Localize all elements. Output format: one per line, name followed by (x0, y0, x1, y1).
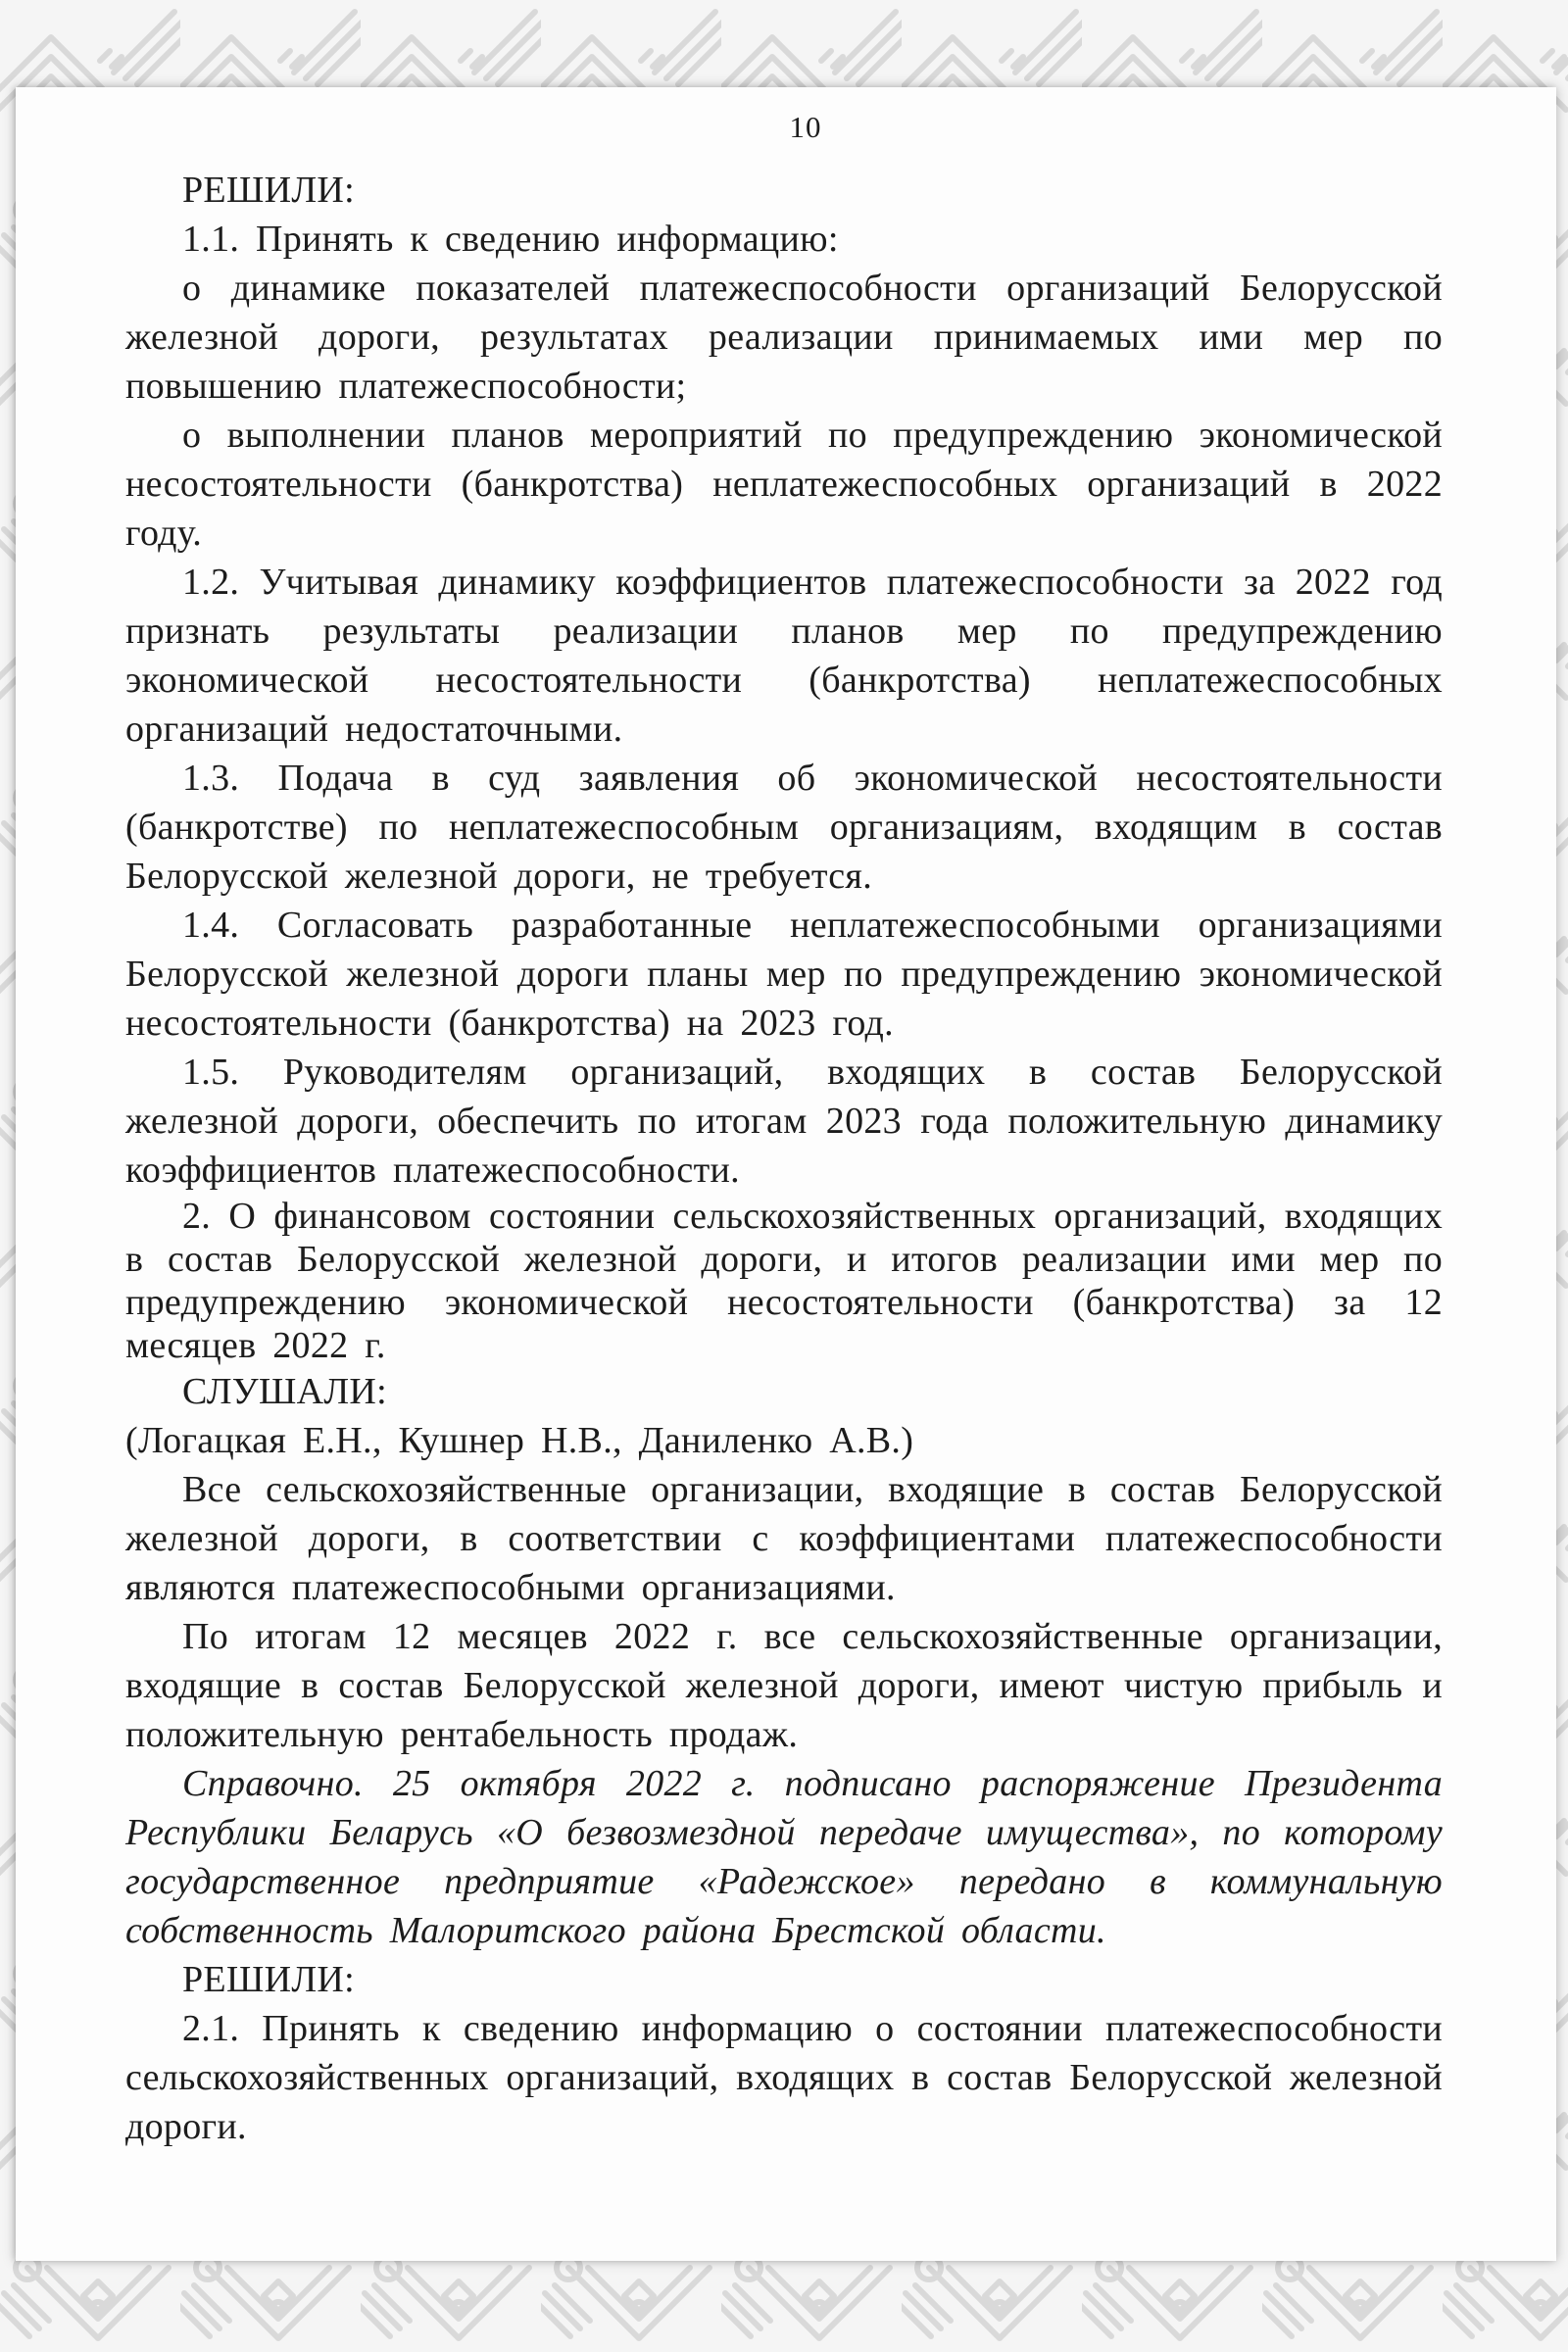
para-all-organizations: Все сельскохозяйственные организации, входящие в состав Белорусской железной дороги, в соответствии с коэффициентами платежеспособности являются платежеспособными организациями. (125, 1469, 1443, 1608)
para-reference-note: Справочно. 25 октября 2022 г. подписано распоряжение Президента Республики Беларусь «О безвозмездной передаче имущества», по которому государственное предприятие «Радежское» передано в коммунальную собственность Малоритского района Брестской области. (125, 1763, 1443, 1951)
heading-heard: СЛУШАЛИ: (182, 1371, 388, 1412)
clause-2-1: 2.1. Принять к сведению информацию о состоянии платежеспособности сельскохозяйственных организаций, входящих в состав Белорусской железной дороги. (125, 2008, 1443, 2147)
document-page (16, 87, 1556, 2261)
clause-1-3: 1.3. Подача в суд заявления об экономической несостоятельности (банкротстве) по неплатежеспособным организациям, входящим в состав Белорусской железной дороги, не требуется. (125, 758, 1443, 897)
speakers-line: (Логацкая Е.Н., Кушнер Н.В., Даниленко А.В.) (125, 1420, 914, 1461)
clause-1-2: 1.2. Учитывая динамику коэффициентов платежеспособности за 2022 год признать результаты реализации планов мер по предупреждению экономической несостоятельности (банкротства) неплатежеспособных организаций недостаточными. (125, 562, 1443, 750)
clause-1-1-item-plans: о выполнении планов мероприятий по предупреждению экономической несостоятельности (банкротства) неплатежеспособных организаций в 2022 году. (125, 415, 1443, 554)
item-2-title: 2. О финансовом состоянии сельскохозяйственных организаций, входящих в состав Белорусской железной дороги, и итогов реализации ими мер по предупреждению экономической несостоятельности (банкротства) за 12 месяцев 2022 г. (125, 1196, 1443, 1366)
page-number: 10 (789, 110, 822, 144)
heading-resolved-1: РЕШИЛИ: (182, 170, 355, 211)
clause-1-1-item-dynamics: о динамике показателей платежеспособности организаций Белорусской железной дороги, результатах реализации принимаемых ими мер по повышению платежеспособности; (125, 268, 1443, 407)
clause-1-5: 1.5. Руководителям организаций, входящих в состав Белорусской железной дороги, обеспечить по итогам 2023 года положительную динамику коэффициентов платежеспособности. (125, 1052, 1443, 1191)
clause-1-1: 1.1. Принять к сведению информацию: (182, 219, 839, 260)
heading-resolved-2: РЕШИЛИ: (182, 1959, 355, 2000)
clause-1-4: 1.4. Согласовать разработанные неплатежеспособными организациями Белорусской железной дороги планы мер по предупреждению экономической несостоятельности (банкротства) на 2023 год. (125, 905, 1443, 1044)
para-12-months-results: По итогам 12 месяцев 2022 г. все сельскохозяйственные организации, входящие в состав Белорусской железной дороги, имеют чистую прибыль и положительную рентабельность продаж. (125, 1616, 1443, 1755)
